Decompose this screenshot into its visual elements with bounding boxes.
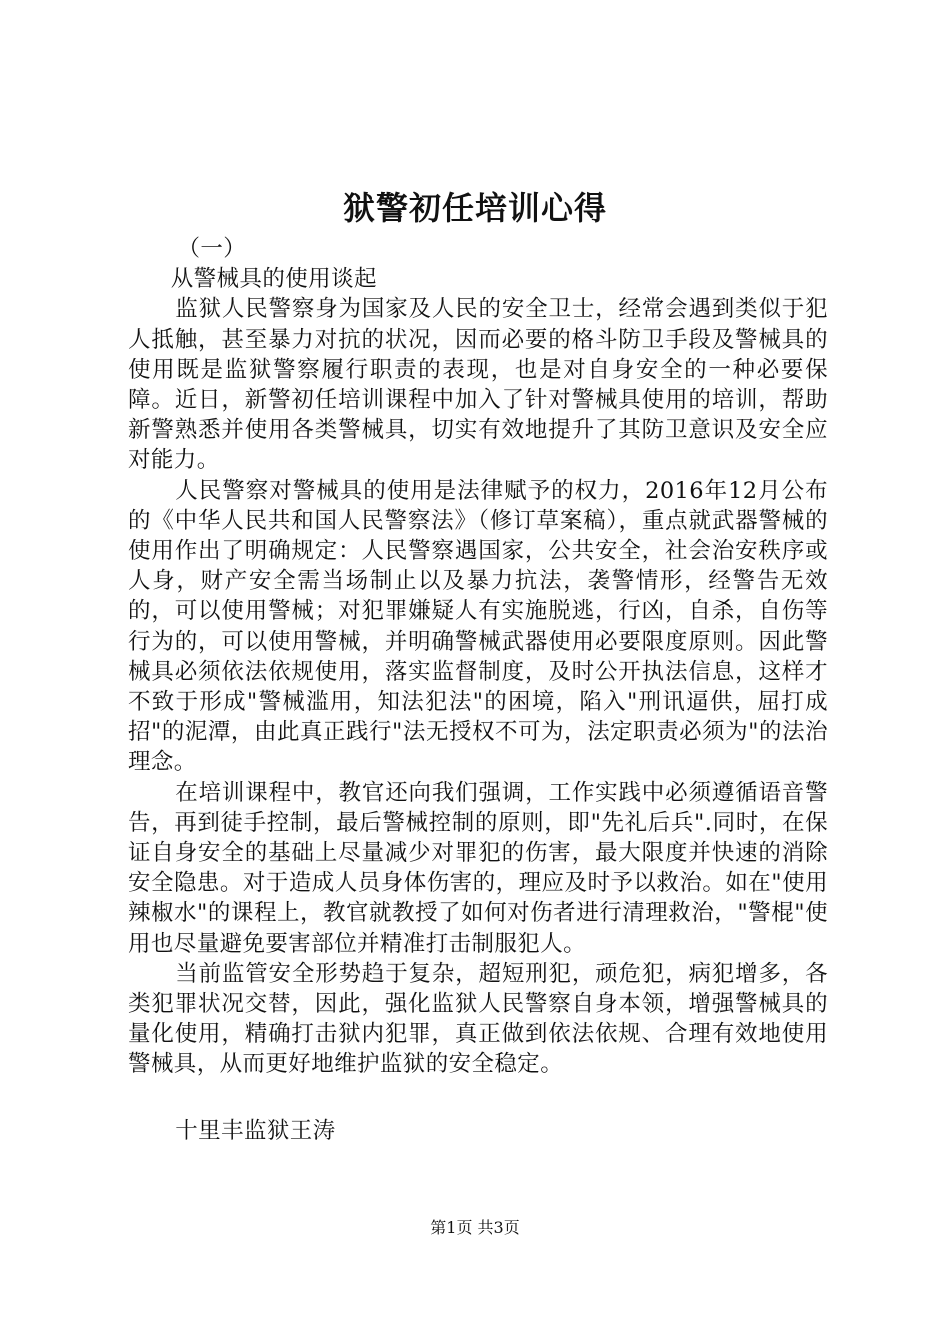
author-signature: 十里丰监狱王涛 <box>175 1117 336 1144</box>
body-paragraph-2: 人民警察对警械具的使用是法律赋予的权力，2016年12月公布的《中华人民共和国人民警察法》（修订草案稿），重点就武器警械的使用作出了明确规定：人民警察遇国家，公共安全，社会治安秩序或人身，财产安全需当场制止以及暴力抗法，袭警情形，经警告无效的，可以使用警械；对犯罪嫌疑人有实施脱逃，行凶，自杀，自伤等行为的，可以使用警械，并明确警械武器使用必要限度原则。因此警械具必须依法依规使用，落实监督制度，及时公开执法信息，这样才不致于形成"警械滥用，知法犯法"的困境，陷入"刑讯逼供，屈打成招"的泥潭，由此真正践行"法无授权不可为，法定职责必须为"的法治理念。 <box>128 477 828 776</box>
document-subtitle: 从警械具的使用谈起 <box>170 266 377 293</box>
body-paragraph-4: 当前监管安全形势趋于复杂，超短刑犯，顽危犯，病犯增多，各类犯罪状况交替，因此，强化监狱人民警察自身本领，增强警械具的量化使用，精确打击狱内犯罪，真正做到依法依规、合理有效地使用警械具，从而更好地维护监狱的安全稳定。 <box>128 960 828 1078</box>
section-marker: （一） <box>177 236 247 262</box>
page-footer: 第1页 共3页 <box>430 1218 520 1237</box>
document-title: 狱警初任培训心得 <box>342 189 607 227</box>
body-paragraph-1: 监狱人民警察身为国家及人民的安全卫士，经常会遇到类似于犯人抵触，甚至暴力对抗的状况，因而必要的格斗防卫手段及警械具的使用既是监狱警察履行职责的表现，也是对自身安全的一种必要保障。近日，新警初任培训课程中加入了针对警械具使用的培训，帮助新警熟悉并使用各类警械具，切实有效地提升了其防卫意识及安全应对能力。 <box>128 296 828 474</box>
document-body <box>128 234 828 1146</box>
body-paragraph-3: 在培训课程中，教官还向我们强调，工作实践中必须遵循语音警告，再到徒手控制，最后警械控制的原则，即"先礼后兵".同时，在保证自身安全的基础上尽量减少对罪犯的伤害，最大限度并快速的消除安全隐患。对于造成人员身体伤害的，理应及时予以救治。如在"使用辣椒水"的课程上，教官就教授了如何对伤者进行清理救治，"警棍"使用也尽量避免要害部位并精准打击制服犯人。 <box>128 779 828 957</box>
